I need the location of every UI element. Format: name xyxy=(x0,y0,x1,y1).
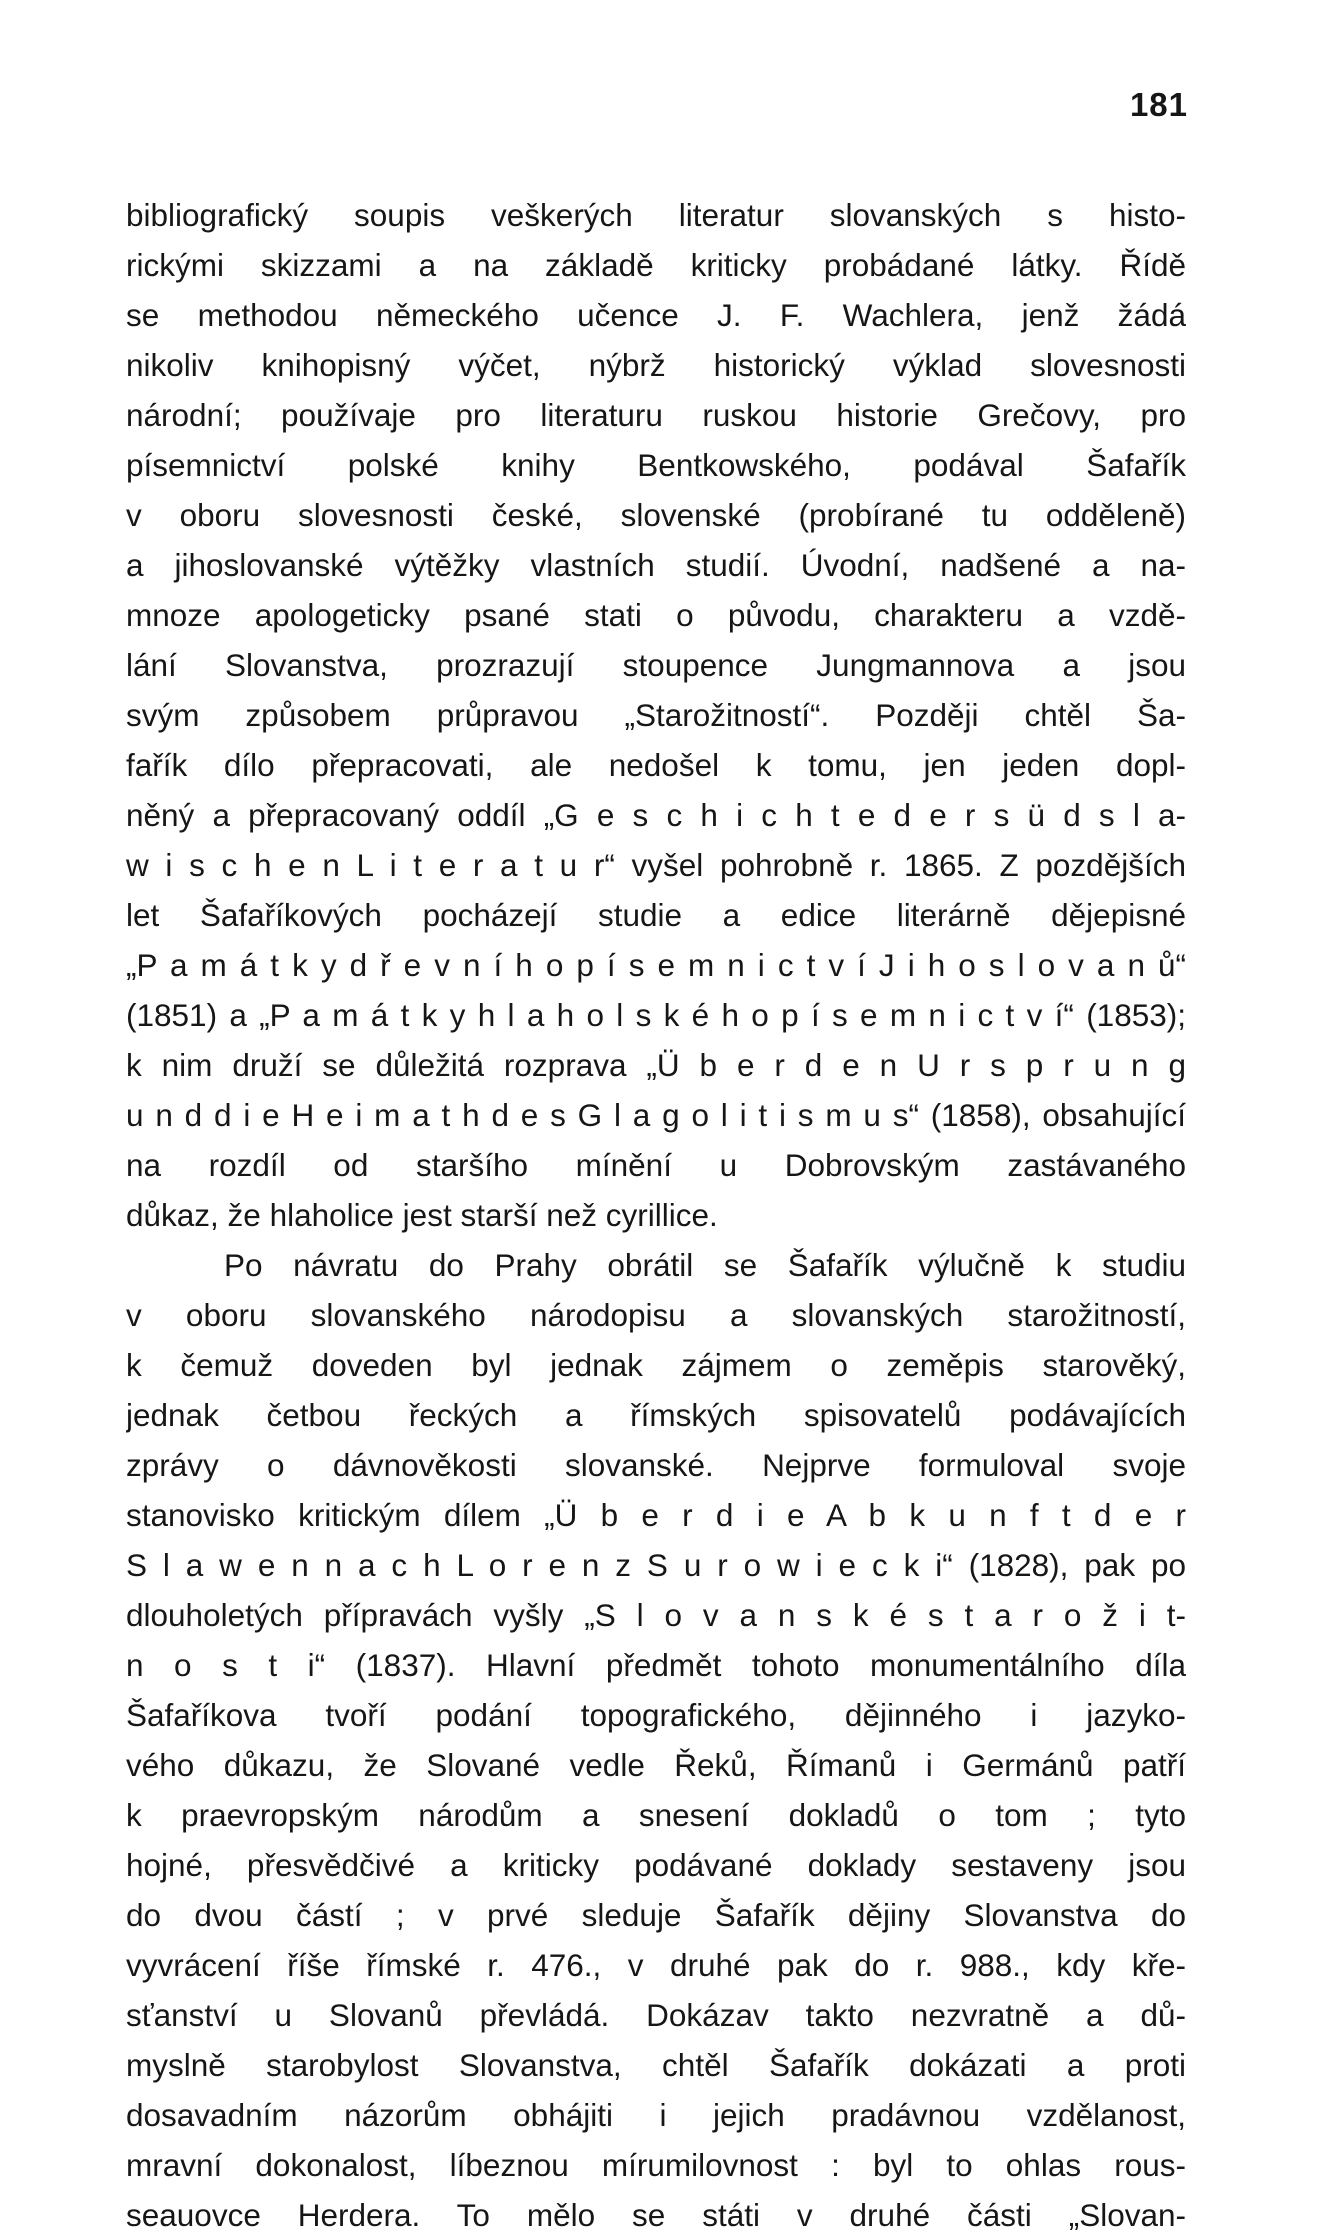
text-line: dosavadním názorům obhájiti i jejich pradávnou vzdělanost, xyxy=(126,2097,1186,2133)
text-line: w i s c h e n L i t e r a t u r“ vyšel pohrobně r. 1865. Z pozdějších xyxy=(126,847,1186,883)
text-line: něný a přepracovaný oddíl „G e s c h i c h t e d e r s ü d s l a- xyxy=(126,797,1186,833)
text-line: u n d d i e H e i m a t h d e s G l a g o l i t i s m u s“ (1858), obsahující xyxy=(126,1097,1186,1133)
text-line: zprávy o dávnověkosti slovanské. Nejprve formuloval svoje xyxy=(126,1447,1186,1483)
text-line: (1851) a „P a m á t k y h l a h o l s k é h o p í s e m n i c t v í“ (1853); xyxy=(126,997,1186,1033)
text-line: v oboru slovanského národopisu a slovanských starožitností, xyxy=(126,1297,1186,1333)
text-line: vyvrácení říše římské r. 476., v druhé pak do r. 988., kdy kře- xyxy=(126,1947,1186,1983)
text-line: do dvou částí ; v prvé sleduje Šafařík dějiny Slovanstva do xyxy=(126,1897,1186,1933)
text-line: S l a w e n n a c h L o r e n z S u r o w i e c k i“ (1828), pak po xyxy=(126,1547,1186,1583)
text-line: seauovce Herdera. To mělo se státi v druhé části „Slovan- xyxy=(126,2197,1186,2233)
text-line: Po návratu do Prahy obrátil se Šafařík výlučně k studiu xyxy=(224,1247,1186,1283)
text-line: n o s t i“ (1837). Hlavní předmět tohoto monumentálního díla xyxy=(126,1647,1186,1683)
text-line: na rozdíl od staršího mínění u Dobrovským zastávaného xyxy=(126,1147,1186,1183)
text-line: svým způsobem průpravou „Starožitností“. Později chtěl Ša- xyxy=(126,697,1186,733)
text-line: sťanství u Slovanů převládá. Dokázav takto nezvratně a dů- xyxy=(126,1997,1186,2033)
text-line: mnoze apologeticky psané stati o původu, charakteru a vzdě- xyxy=(126,597,1186,633)
text-line: k čemuž doveden byl jednak zájmem o zeměpis starověký, xyxy=(126,1347,1186,1383)
text-line: se methodou německého učence J. F. Wachlera, jenž žádá xyxy=(126,297,1186,333)
text-line: jednak četbou řeckých a římských spisovatelů podávajících xyxy=(126,1397,1186,1433)
text-line: mravní dokonalost, líbeznou mírumilovnost : byl to ohlas rous- xyxy=(126,2147,1186,2183)
page-number: 181 xyxy=(1129,86,1188,123)
text-line: v oboru slovesnosti české, slovenské (probírané tu odděleně) xyxy=(126,497,1186,533)
text-line: myslně starobylost Slovanstva, chtěl Šafařík dokázati a proti xyxy=(126,2047,1186,2083)
text-line: důkaz, že hlaholice jest starší než cyrillice. xyxy=(126,1197,718,1233)
text-line: k nim druží se důležitá rozprava „Ü b e r d e n U r s p r u n g xyxy=(126,1047,1186,1083)
text-line: „P a m á t k y d ř e v n í h o p í s e m n i c t v í J i h o s l o v a n ů“ xyxy=(126,947,1186,983)
text-line: k praevropským národům a snesení dokladů o tom ; tyto xyxy=(126,1797,1186,1833)
text-line: a jihoslovanské výtěžky vlastních studií. Úvodní, nadšené a na- xyxy=(126,547,1186,583)
paragraph-1 xyxy=(126,190,1186,1240)
text-line: rickými skizzami a na základě kriticky probádané látky. Řídě xyxy=(126,247,1186,283)
paragraph-2 xyxy=(126,1240,1186,2240)
text-line: nikoliv knihopisný výčet, nýbrž historický výklad slovesnosti xyxy=(126,347,1186,383)
text-line: lání Slovanstva, prozrazují stoupence Jungmannova a jsou xyxy=(126,647,1186,683)
text-line: národní; používaje pro literaturu ruskou historie Grečovy, pro xyxy=(126,397,1186,433)
text-line: let Šafaříkových pocházejí studie a edice literárně dějepisné xyxy=(126,897,1186,933)
body-text xyxy=(126,190,1186,2240)
text-line: hojné, přesvědčivé a kriticky podávané doklady sestaveny jsou xyxy=(126,1847,1186,1883)
text-line: dlouholetých přípravách vyšly „S l o v a n s k é s t a r o ž i t- xyxy=(126,1597,1186,1633)
text-line: vého důkazu, že Slované vedle Řeků, Římanů i Germánů patří xyxy=(126,1747,1186,1783)
text-line: stanovisko kritickým dílem „Ü b e r d i e A b k u n f t d e r xyxy=(126,1497,1186,1533)
text-line: fařík dílo přepracovati, ale nedošel k tomu, jen jeden dopl- xyxy=(126,747,1186,783)
text-line: Šafaříkova tvoří podání topografického, dějinného i jazyko- xyxy=(126,1697,1186,1733)
text-line: písemnictví polské knihy Bentkowského, podával Šafařík xyxy=(126,447,1186,483)
text-line: bibliografický soupis veškerých literatur slovanských s histo- xyxy=(126,197,1186,233)
